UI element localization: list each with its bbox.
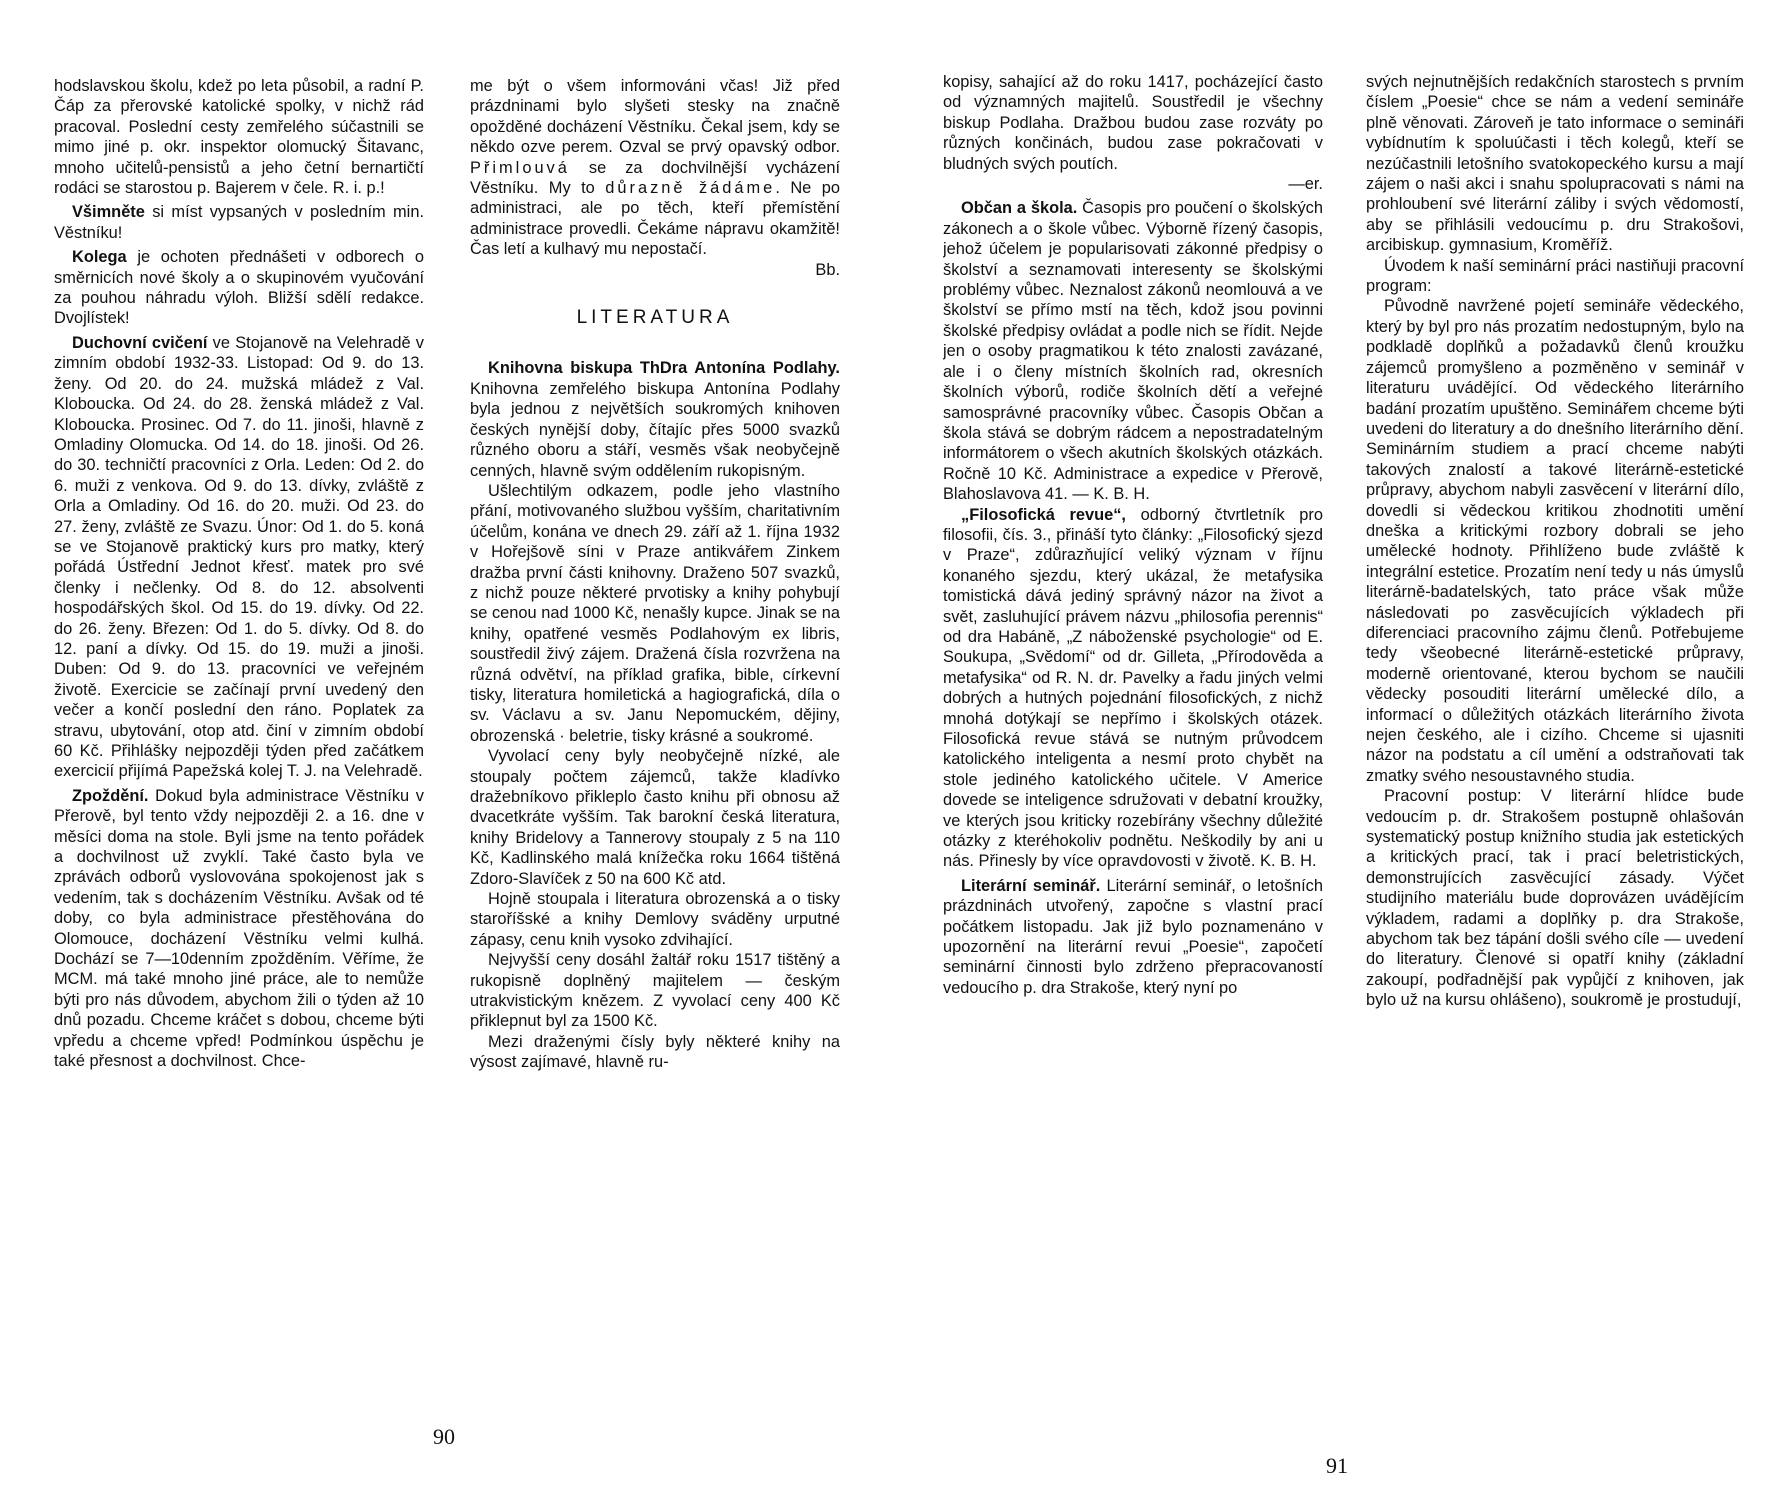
paragraph <box>943 198 1323 504</box>
paragraph <box>470 950 840 1032</box>
column-2-bottom <box>470 358 840 1072</box>
paragraph-text: Literární seminář, o letošních prázdninách utvořený, započne s vlastní prací počátkem listopadu. Jak již bylo poznamenáno v upozornění na literární revui „Poesie“, započetí seminární činnosti bylo zdrženo přepracovaností vedoucího p. dra Strakoše, který nyní po <box>943 876 1323 997</box>
section-heading-literatura: LITERATURA <box>576 307 734 329</box>
column-1 <box>54 76 424 1396</box>
paragraph <box>54 76 424 198</box>
paragraph-text: Dokud byla administrace Věstníku v Přerově, byl tento vždy nejpozději 2. a 16. dne v měsíci doma na stole. Byli jsme na tento pořádek a dochvilnost už zvyklí. Také často byla ve zprávách odborů vyslovována spokojenost jak s vedením, tak s docházením Věstníku. Avšak od té doby, co byla administrace přestěhována do Olomouce, docházení Věstníku velmi kulhá. Dochází se 7—10denním zpožděním. Věříme, že MCM. má také mnoho jiné práce, ale to nemůže býti pro nás důvodem, abychom žili o týden až 10 dnů pozadu. Chceme kráčet s dobou, chceme býti vpředu a chceme vpřed! Podmínkou úspěchu je také přesnost a dochvilnost. Chce- <box>54 786 424 1071</box>
item-heading: Zpoždění. <box>72 786 149 805</box>
paragraph <box>943 174 1323 194</box>
paragraph-text: Úvodem k naší seminární práci nastiňuji pracovní program: <box>1366 256 1744 296</box>
item-heading: Knihovna biskupa ThDra Antonína Podlahy. <box>488 359 840 378</box>
paragraph-text: ve Stojanově na Velehradě v zimním období 1932-33. Listopad: Od 9. do 13. ženy. Od 20. do 24. mužská mládež z Val. Kloboucka. Od 24. do 28. ženská mládež z Val. Kloboucka. Prosinec. Od 7. do 11. jinoši, hlavně z Omladiny Olomucka. Od 14. do 18. jinoši. Od 26. do 30. techničtí pracovníci z Orla. Leden: Od 2. do 6. muži z venkova. Od 9. do 13. dívky, zvláště z Orla a Omladiny. Od 16. do 20. muži. Od 23. do 27. ženy, zvláště ze Svazu. Únor: Od 1. do 5. koná se ve Stojanově praktický kurs pro matky, který pořádá Ústřední Jednot křesť. matek pro své členky i nečlenky. Od 8. do 12. absolventi hospodářských škol. Od 15. do 19. dívky. Od 22. do 26. ženy. Březen: Od 1. do 5. dívky. Od 8. do 12. paní a dívky. Od 15. do 19. muži a jinoši. Duben: Od 9. do 13. pracovníci ve veřejném životě. Exercicie se začínají první uvedený den večer a končí poslední den ráno. Poplatek za stravu, ubytování, otop atd. činí v zimním období 60 Kč. Přihlášky nejpozději týden před začátkem exercicií přijímá Papežská kolej T. J. na Velehradě. <box>54 333 424 781</box>
paragraph <box>470 1032 840 1073</box>
paragraph-text: odborný čtvrtletník pro filosofii, čís. 3., přináší tyto články: „Filosofický sjezd v Praze“, zdůrazňující veliký význam v říjnu konaného sjezdu, který ukázal, že metafysika tomistická dává jediný správný názor na život a svět, zasluhující právem názvu „philosofia perennis“ od dra Habáně, „Z náboženské psychologie“ od E. Soukupa, „Svědomí“ od dr. Gilleta, „Přírodověda a metafysika“ od R. N. dr. Pavelky a řadu jiných velmi dobrých a hutných pojednání filosofických, z nichž mnohá dotýkají se nepřímo i školských otázek. Filosofická revue stává se nutným průvodcem katolického inteligenta a nesmí proto chybět na stole jediného katolického učitele. V Americe dovede se inteligence sdružovati v debatní kroužky, ve kterých jsou kriticky rozebírány všechny důležité otázky z kteréhokoliv podnětu. Neškodily by ani u nás. Přinesly by více opravdovosti v životě. K. B. H. <box>943 505 1323 871</box>
paragraph-text: Ušlechtilým odkazem, podle jeho vlastního přání, motivovaného službou vyšším, charitativním účelům, konána ve dnech 29. září až 1. října 1932 v Hořejšově síni v Praze antikvářem Zinkem dražba první části knihovny. Draženo 507 svazků, z nichž pouze některé prvotisky a knihy pohybují se cenou nad 1000 Kč, nenašly kupce. Jinak se na knihy, opatřené vesměs Podlahovým ex libris, soustředil živý zájem. Dražená čísla rozvržena na různá odvětví, na příklad grafika, bible, církevní tisky, literatura homiletická a hagiografická, díla o sv. Václavu a sv. Janu Nepomuckém, dějiny, obrozenská · beletrie, tisky krásné a soukromé. <box>470 481 840 745</box>
paragraph-text: Knihovna zemřelého biskupa Antonína Podlahy byla jednou z největších soukromých knihoven českých nynější doby, čítajíc přes 5000 svazků různého oboru a stáří, vesměs však neobyčejně cenných, hlavně svým oddělením rukopisným. <box>470 379 840 480</box>
paragraph <box>943 505 1323 872</box>
paragraph <box>943 876 1323 998</box>
paragraph-text: svých nejnutnějších redakčních starostech s prvním číslem „Poesie“ chce se nám a vedení semináře plně věnovati. Zároveň je tato informace o semináři vybídnutím k spoluúčasti i těch kolegů, kteří se nezúčastnili letošního svatokopeckého kursu a mají zájem o naši akci i snahu spolupracovati s námi na prohloubení své literární záliby i svých vědomostí, aby se přihlásili vedoucímu p. dru Strakošovi, arcibiskup. gymnasium, Kroměříž. <box>1366 73 1744 255</box>
paragraph-text: si míst vypsaných v posledním min. Věstníku! <box>54 203 424 242</box>
paragraph <box>54 247 424 329</box>
item-heading: „Filosofická revue“, <box>961 505 1126 524</box>
paragraph-text: kopisy, sahající až do roku 1417, pocházející často od významných majitelů. Soustředil je všechny biskup Podlaha. Dražbou budou zase rozváty po různých končinách, budou zase pokračovati v bludných svých poutích. <box>943 73 1323 173</box>
paragraph <box>1366 256 1744 297</box>
page-number-right: 91 <box>1326 1453 1348 1478</box>
paragraph <box>1366 786 1744 1010</box>
paragraph-text: hodslavskou školu, kdež po leta působil, a radní P. Čáp za přerovské katolické spolky, v nichž rád pracoval. Poslední cesty zemřelého súčastnili se mimo jiné p. okr. inspektor olomucký Šitavanc, mnoho učitelů-pensistů a jeho četní bernartičtí rodáci se starostou p. Bajerem v čele. R. i. p.! <box>54 77 424 198</box>
paragraph <box>470 746 840 889</box>
item-heading: Kolega <box>72 248 127 267</box>
item-heading: Literární seminář. <box>961 876 1101 895</box>
paragraph-text: důrazně žádáme <box>605 179 776 198</box>
column-2 <box>470 76 840 1396</box>
paragraph-text: Pracovní postup: V literární hlídce bude vedoucím p. dr. Strakošem postupně ohlašován systematický postup knižního studia jak estetických a kritických prací, tak i prací beletristických, demonstrujících zasvěcující zásady. Výčet studijního materiálu bude doprovázen uvádějícím výkladem, radami a doplňky p. dra Strakoše, abychom tak bez tápání došli svého cíle — uvedení do literatury. Členové si opatří knihy (základní zakoupí, podřadnější pak vypůjčí z knihoven, jak bylo už na kursu ohlášeno), soukromě je prostudují, <box>1366 787 1744 1010</box>
paragraph-text: Mezi draženými čísly byly některé knihy na výsost zajímavé, hlavně ru- <box>470 1032 840 1072</box>
paragraph-text: Přimlouvá <box>470 158 570 177</box>
paragraph <box>470 260 840 280</box>
item-heading: Občan a škola. <box>961 199 1078 218</box>
paragraph-text: Vyvolací ceny byly neobyčejně nízké, ale stoupaly počtem zájemců, takže kladívko dražebníkovo přikleplo často knihu při obnosu až dvacetkráte vyšším. Tak barokní česká literatura, knihy Bridelovy a Tannerovy stoupaly z 5 na 110 Kč, Kadlinského malá knížečka roku 1664 tištěná Zdoro-Slavíček z 50 na 600 Kč atd. <box>470 747 840 888</box>
column-2-top <box>470 76 840 280</box>
paragraph <box>54 786 424 1072</box>
paragraph-text: —er. <box>1288 175 1323 194</box>
paragraph <box>470 481 840 746</box>
paragraph <box>470 76 840 260</box>
paragraph-text: Hojně stoupala i literatura obrozenská a o tisky staroříšské a knihy Demlovy sváděny urputné zápasy, cenu knih vysoko zdvihající. <box>470 890 840 949</box>
paragraph-text: Časopis pro poučení o školských zákonech a o škole vůbec. Výborně řízený časopis, jehož účelem je popularisovati zákonné předpisy o školství a seznamovati interesenty se školskými problémy vůbec. Neznalost zákonů neomlouvá a ve školství se přímo mstí na těch, kdož jsou povinni školské předpisy ovládat a podle nich se řídit. Nejde jen o osoby pragmatikou k této znalosti zavázané, ale i o členy místních školních rad, okresních školních výborů, rodiče školních dětí a veřejné samosprávné pracovníky vůbec. Časopis Občan a škola stává se dobrým rádcem a nepostradatelným informátorem o všech akutních školských otázkách. Ročně 10 Kč. Administrace a expedice v Přerově, Blahoslavova 41. — K. B. H. <box>943 199 1323 504</box>
paragraph <box>54 202 424 243</box>
paragraph <box>54 333 424 782</box>
paragraph <box>470 358 840 480</box>
paragraph-text: me být o všem informováni včas! Již před prázdninami bylo slyšeti stesky na značně opožděné docházení Věstníku. Čekal jsem, kdy se někdo ozve perem. Ozval se prvý opavský odbor. <box>470 77 840 157</box>
item-heading: Všimněte <box>72 203 145 222</box>
column-4 <box>1366 72 1744 1392</box>
paragraph <box>470 889 840 950</box>
paragraph-text: se za dochvilnější vycházení Věstníku. My to <box>470 158 840 198</box>
right-page <box>889 0 1778 1500</box>
paragraph <box>1366 72 1744 256</box>
paragraph-text: Bb. <box>815 260 840 279</box>
paragraph-text: . Ne po administraci, ale po těch, kteří přemístění administrace provedli. Čekáme nápravu okamžitě! Čas letí a kulhavý mu nepostačí. <box>470 179 840 259</box>
paragraph <box>1366 296 1744 786</box>
paragraph-text: Nejvyšší ceny dosáhl žaltář roku 1517 tištěný a rukopisně doplněný majitelem — českým utrakvistickým knězem. Z vyvolací ceny 400 Kč přiklepnut byl za 1500 Kč. <box>470 951 840 1031</box>
column-3 <box>943 72 1323 1392</box>
paragraph-text: Původně navržené pojetí semináře vědeckého, který by byl pro nás prozatím nedostupným, bylo na podkladě doplňků a požadavků členů kroužku zájemců promyšleno a pozměněno v seminář v literaturu uvádějící. Od vědeckého literárního badání prozatím upuštěno. Seminářem chceme býti uvedeni do literatury a do dnešního literárního dění. Seminárním studiem a prací chceme nabýti takových znalostí a takové literárně-estetické průpravy, abychom nabyli zasvěcení v literární dílo, dovedli si vědeckou kritikou zhodnotiti umění dneška a kritickými rozbory dobrali se jeho umělecké hodnoty. Přihlíženo bude zvláště k integrální estetice. Prozatím není tedy u nás úmyslů literárně-badatelských, tato práce však může následovati po zasvěcujících výkladech při diferenciaci pracovního zájmu členů. Potřebujeme tedy všeobecné literárně-estetické průpravy, moderně orientované, kterou bychom se naučili vědecky posouditi literární umělecké dílo, a informací o důležitých otázkách literárního života nejen českého, ale i cizího. Chceme si ujasniti názor na podstatu a cíl umění a odstraňovati tak zmatky svého nesoustavného studia. <box>1366 297 1744 785</box>
page-number-left: 90 <box>433 1424 455 1449</box>
paragraph <box>943 72 1323 174</box>
paragraph-text: je ochoten přednášeti v odborech o směrnicích nové školy a o skupinovém vyučování za pouhou náhradu výloh. Bližší sdělí redakce. Dvojlístek! <box>54 248 424 328</box>
item-heading: Duchovní cvičení <box>72 333 208 352</box>
